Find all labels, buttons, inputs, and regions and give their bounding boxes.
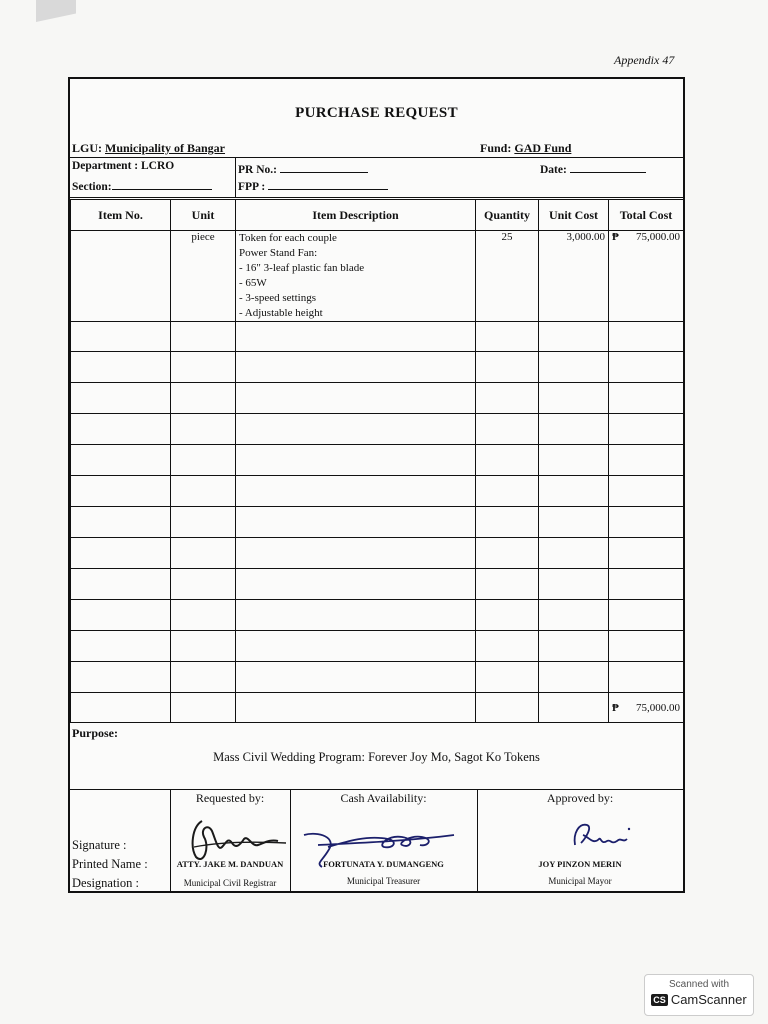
camscanner-name-line <box>645 992 753 1007</box>
blank-cell <box>236 414 476 445</box>
blank-cell <box>539 662 609 693</box>
blank-cell <box>71 414 171 445</box>
blank-cell <box>539 693 609 723</box>
col-quantity: Quantity <box>476 200 539 231</box>
blank-cell <box>236 322 476 352</box>
blank-cell <box>71 445 171 476</box>
item-desc-line: Power Stand Fan: <box>239 247 318 259</box>
table-row <box>71 352 684 383</box>
blank-cell <box>539 600 609 631</box>
item-total-cost-cell <box>609 231 684 322</box>
fund-value: GAD Fund <box>514 141 572 155</box>
signature-labels <box>72 836 148 893</box>
grand-total-cell <box>609 693 684 723</box>
item-desc-line: - 65W <box>239 277 267 289</box>
blank-cell <box>236 538 476 569</box>
item-no-cell <box>71 231 171 322</box>
blank-cell <box>171 600 236 631</box>
blank-cell <box>236 445 476 476</box>
blank-cell <box>609 569 684 600</box>
blank-cell <box>476 445 539 476</box>
blank-cell <box>539 352 609 383</box>
blank-cell <box>609 507 684 538</box>
blank-cell <box>236 507 476 538</box>
section-field <box>72 178 212 193</box>
blank-cell <box>539 631 609 662</box>
pr-no-blank <box>280 161 368 173</box>
table-row <box>71 414 684 445</box>
blank-cell <box>476 631 539 662</box>
camscanner-watermark <box>644 974 754 1016</box>
item-desc-title: Token for each couple <box>239 232 337 244</box>
blank-cell <box>476 476 539 507</box>
blank-cell <box>539 383 609 414</box>
blank-cell <box>171 631 236 662</box>
blank-cell <box>236 383 476 414</box>
empty-rows-body <box>71 322 684 693</box>
section-blank <box>112 178 212 190</box>
requested-by-designation: Municipal Civil Registrar <box>183 878 277 888</box>
purpose-text: Mass Civil Wedding Program: Forever Joy Mo, Sagot Ko Tokens <box>213 750 540 764</box>
item-desc-line: - Adjustable height <box>239 307 323 319</box>
table-row <box>71 322 684 352</box>
blank-cell <box>609 414 684 445</box>
blank-cell <box>539 569 609 600</box>
header-top-rule <box>70 157 683 158</box>
date-blank <box>570 161 646 173</box>
form-title: PURCHASE REQUEST <box>295 105 458 121</box>
col-item-no: Item No. <box>71 200 171 231</box>
table-row <box>71 569 684 600</box>
blank-cell <box>71 662 171 693</box>
blank-cell <box>171 507 236 538</box>
signature-label: Signature : <box>72 838 127 852</box>
date-label: Date: <box>540 164 567 176</box>
cash-availability-heading: Cash Availability: <box>340 791 427 805</box>
blank-cell <box>609 631 684 662</box>
approved-by-heading: Approved by: <box>546 791 614 805</box>
fpp-field <box>238 178 388 193</box>
blank-cell <box>539 414 609 445</box>
blank-cell <box>539 322 609 352</box>
blank-cell <box>476 383 539 414</box>
item-total-value: 75,000.00 <box>636 231 680 243</box>
blank-cell <box>476 662 539 693</box>
table-row <box>71 507 684 538</box>
mayor-signature-image <box>565 819 635 853</box>
blank-cell <box>539 538 609 569</box>
blank-cell <box>171 383 236 414</box>
blank-cell <box>71 383 171 414</box>
item-desc-line: - 16" 3-leaf plastic fan blade <box>239 262 365 274</box>
signature-top-rule <box>70 789 683 790</box>
table-header-row <box>71 200 684 231</box>
lgu-field <box>72 141 225 156</box>
blank-cell <box>539 476 609 507</box>
header-bottom-rule <box>70 197 683 198</box>
mayor-name: JOY PINZON MERIN <box>538 859 622 869</box>
blank-cell <box>476 322 539 352</box>
blank-cell <box>609 662 684 693</box>
blank-cell <box>539 507 609 538</box>
table-row <box>71 662 684 693</box>
blank-cell <box>609 538 684 569</box>
blank-cell <box>171 569 236 600</box>
blank-cell <box>236 631 476 662</box>
blank-cell <box>71 322 171 352</box>
col-item-description: Item Description <box>236 200 476 231</box>
table-row <box>71 445 684 476</box>
blank-cell <box>236 352 476 383</box>
blank-cell <box>609 352 684 383</box>
item-unit-cost-cell: 3,000.00 <box>539 231 609 322</box>
blank-cell <box>171 322 236 352</box>
camscanner-logo-icon: CS <box>653 995 666 1005</box>
table-row <box>71 476 684 507</box>
col-unit: Unit <box>171 200 236 231</box>
item-unit-cell: piece <box>171 231 236 322</box>
blank-cell <box>476 600 539 631</box>
department-field <box>72 160 174 172</box>
blank-cell <box>71 600 171 631</box>
item-description-cell <box>236 231 476 322</box>
printed-name-label: Printed Name : <box>72 857 148 871</box>
pr-no-label: PR No.: <box>238 164 277 176</box>
table-row <box>71 631 684 662</box>
fund-field <box>480 141 571 156</box>
blank-cell <box>171 476 236 507</box>
blank-cell <box>71 476 171 507</box>
peso-sign: ₱ <box>612 701 619 714</box>
fpp-blank <box>268 178 388 190</box>
blank-cell <box>539 445 609 476</box>
fund-label: Fund: <box>480 141 512 155</box>
pr-no-field <box>238 161 368 176</box>
header-divider <box>235 157 236 197</box>
blank-cell <box>476 507 539 538</box>
blank-cell <box>476 414 539 445</box>
blank-cell <box>71 507 171 538</box>
department-value: LCRO <box>140 160 175 172</box>
purpose-label: Purpose: <box>72 726 118 740</box>
grand-total-row <box>71 693 684 723</box>
col-total-cost: Total Cost <box>609 200 684 231</box>
blank-cell <box>171 414 236 445</box>
blank-cell <box>236 569 476 600</box>
fpp-label: FPP : <box>238 181 266 193</box>
items-table <box>70 199 684 723</box>
blank-cell <box>476 352 539 383</box>
blank-cell <box>171 445 236 476</box>
blank-cell <box>609 600 684 631</box>
requested-by-heading: Requested by: <box>195 791 265 805</box>
blank-cell <box>609 445 684 476</box>
designation-label: Designation : <box>72 876 140 890</box>
col-unit-cost: Unit Cost <box>539 200 609 231</box>
blank-cell <box>609 383 684 414</box>
blank-cell <box>171 352 236 383</box>
table-row <box>71 383 684 414</box>
blank-cell <box>71 631 171 662</box>
blank-cell <box>236 662 476 693</box>
treasurer-designation: Municipal Treasurer <box>346 876 421 886</box>
appendix-label: Appendix 47 <box>614 53 675 67</box>
department-label: Department : <box>72 160 139 172</box>
treasurer-name: FORTUNATA Y. DUMANGENG <box>323 859 444 869</box>
grand-total-value: 75,000.00 <box>636 701 680 714</box>
blank-cell <box>236 693 476 723</box>
blank-cell <box>71 352 171 383</box>
camscanner-name: CamScanner <box>670 992 747 1007</box>
blank-cell <box>71 538 171 569</box>
blank-cell <box>476 538 539 569</box>
purchase-request-form <box>68 77 685 893</box>
blank-cell <box>171 538 236 569</box>
scan-corner-mark <box>36 0 76 22</box>
blank-cell <box>171 662 236 693</box>
blank-cell <box>476 569 539 600</box>
mayor-designation: Municipal Mayor <box>548 876 612 886</box>
table-row <box>71 538 684 569</box>
section-label: Section: <box>72 181 112 193</box>
date-field <box>540 161 646 176</box>
blank-cell <box>609 322 684 352</box>
lgu-label: LGU: <box>72 141 102 155</box>
requested-by-name: ATTY. JAKE M. DANDUAN <box>176 859 284 869</box>
table-row-item <box>71 231 684 322</box>
blank-cell <box>236 600 476 631</box>
blank-cell <box>476 693 539 723</box>
item-desc-line: - 3-speed settings <box>239 292 316 304</box>
blank-cell <box>171 693 236 723</box>
blank-cell <box>609 476 684 507</box>
peso-sign: ₱ <box>612 231 619 243</box>
blank-cell <box>71 693 171 723</box>
blank-cell <box>236 476 476 507</box>
lgu-value: Municipality of Bangar <box>105 141 226 155</box>
blank-cell <box>71 569 171 600</box>
table-row <box>71 600 684 631</box>
scanned-with-text: Scanned with <box>668 979 730 990</box>
item-quantity-cell: 25 <box>476 231 539 322</box>
